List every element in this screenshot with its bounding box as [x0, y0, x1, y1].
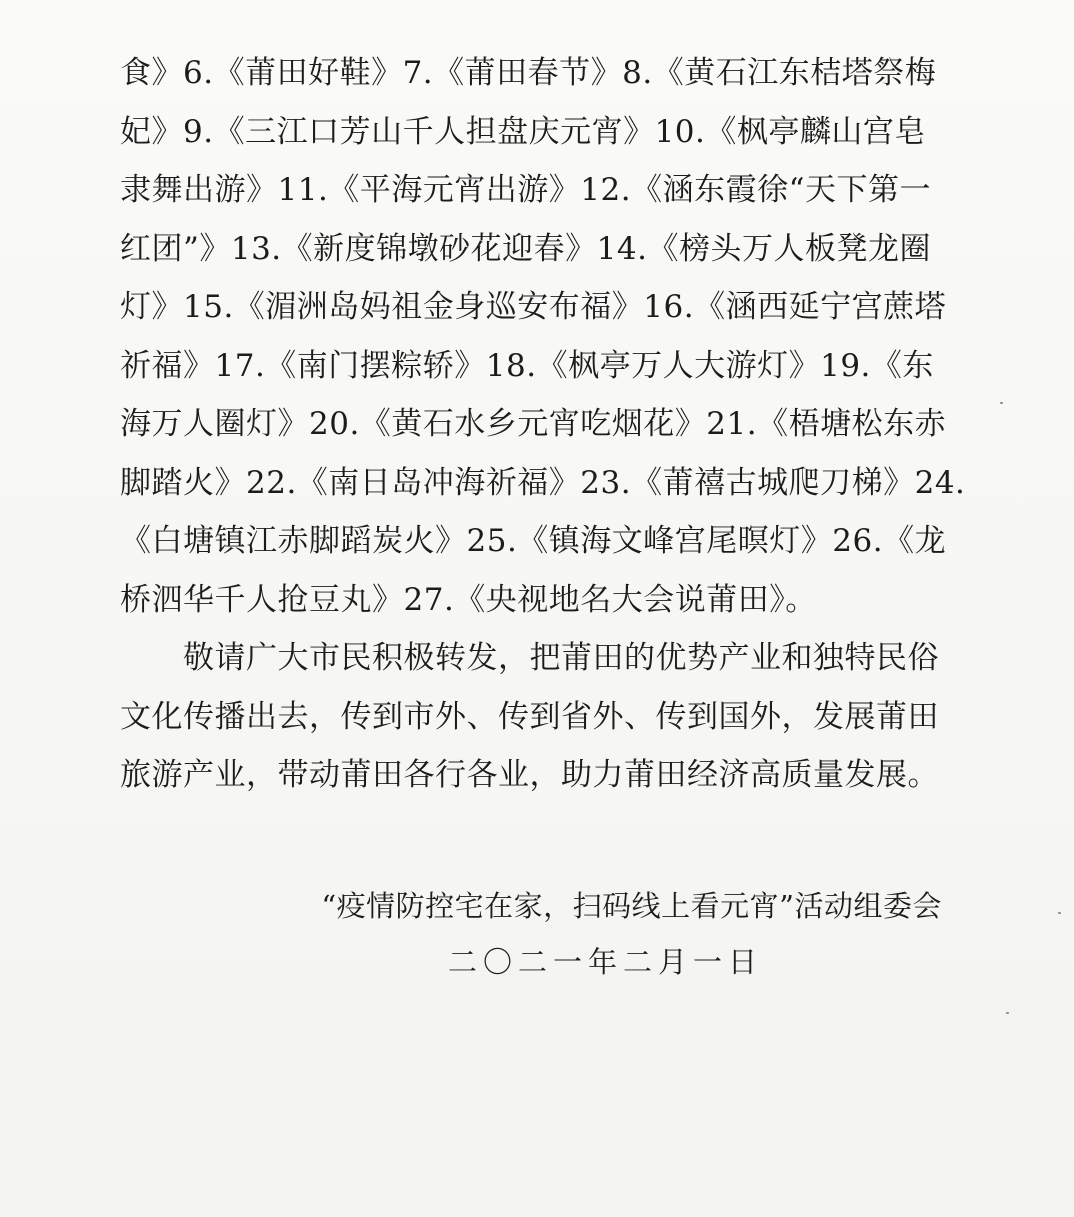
- list-line: 妃》9.《三江口芳山千人担盘庆元宵》10.《枫亭麟山宫皂: [120, 113, 926, 150]
- scan-speck: [1058, 912, 1061, 914]
- list-line: 《白塘镇江赤脚蹈炭火》25.《镇海文峰宫尾暝灯》26.《龙: [120, 523, 947, 559]
- list-line: 桥泗华千人抢豆丸》27.《央视地名大会说莆田》。: [120, 581, 817, 618]
- scan-speck: [1000, 402, 1003, 404]
- list-line: 食》6.《莆田好鞋》7.《莆田春节》8.《黄石江东桔塔祭梅: [120, 55, 937, 91]
- list-line: 海万人圈灯》20.《黄石水乡元宵吃烟花》21.《梧塘松东赤: [120, 406, 947, 442]
- appeal-line: 旅游产业，带动莆田各行各业，助力莆田经济高质量发展。: [120, 757, 939, 793]
- list-line: 灯》15.《湄洲岛妈祖金身巡安布福》16.《涵西延宁宫蔗塔: [120, 289, 947, 325]
- list-line: 脚踏火》22.《南日岛冲海祈福》23.《莆禧古城爬刀梯》24.: [120, 464, 966, 501]
- document-date: 二〇二一年二月一日: [448, 945, 764, 979]
- organizer-signature: “疫情防控宅在家，扫码线上看元宵”活动组委会: [321, 889, 942, 923]
- appeal-line: 敬请广大市民积极转发，把莆田的优势产业和独特民俗: [120, 640, 939, 676]
- list-line: 红团”》13.《新度锦墩砂花迎春》14.《榜头万人板凳龙圈: [120, 230, 931, 267]
- document-body: [120, 44, 966, 805]
- list-line: 隶舞出游》11.《平海元宵出游》12.《涵东霞徐“天下第一: [120, 172, 931, 208]
- appeal-line: 文化传播出去，传到市外、传到省外、传到国外，发展莆田: [120, 698, 939, 735]
- list-line: 祈福》17.《南门摆粽轿》18.《枫亭万人大游灯》19.《东: [120, 347, 934, 384]
- scan-speck: [1006, 1012, 1009, 1014]
